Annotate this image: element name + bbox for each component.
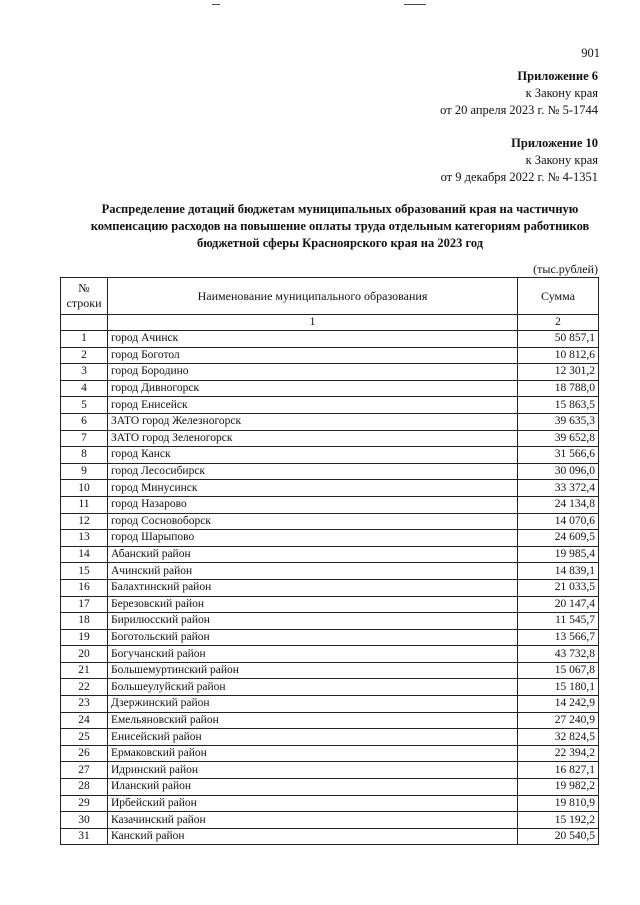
row-sum: 43 732,8 [518, 646, 599, 663]
annex-10-block [441, 135, 598, 186]
column-index-2: 2 [518, 315, 599, 331]
table-row [61, 712, 599, 729]
table-row [61, 397, 599, 414]
row-number: 23 [61, 696, 108, 713]
table-row [61, 812, 599, 829]
table-row [61, 679, 599, 696]
row-number: 30 [61, 812, 108, 829]
row-number: 9 [61, 463, 108, 480]
row-sum: 15 863,5 [518, 397, 599, 414]
row-sum: 12 301,2 [518, 364, 599, 381]
table-row [61, 364, 599, 381]
row-number: 2 [61, 347, 108, 364]
table-row [61, 795, 599, 812]
row-sum: 33 372,4 [518, 480, 599, 497]
row-sum: 11 545,7 [518, 613, 599, 630]
table-row [61, 696, 599, 713]
table-row [61, 380, 599, 397]
row-sum: 14 839,1 [518, 563, 599, 580]
row-name: Богучанский район [108, 646, 518, 663]
header-sum: Сумма [518, 278, 599, 315]
row-sum: 10 812,6 [518, 347, 599, 364]
annex-6-line2: от 20 апреля 2023 г. № 5-1744 [440, 103, 598, 117]
table-row [61, 662, 599, 679]
annex-6-block [440, 68, 598, 119]
table-row [61, 496, 599, 513]
row-name: город Канск [108, 447, 518, 464]
row-number: 10 [61, 480, 108, 497]
row-sum: 18 788,0 [518, 380, 599, 397]
row-number: 27 [61, 762, 108, 779]
header-number-sign: № [78, 281, 90, 295]
document-title [60, 201, 620, 252]
row-sum: 19 810,9 [518, 795, 599, 812]
table-body [61, 331, 599, 845]
row-sum: 19 985,4 [518, 546, 599, 563]
row-sum: 14 242,9 [518, 696, 599, 713]
row-sum: 50 857,1 [518, 331, 599, 348]
row-name: Казачинский район [108, 812, 518, 829]
table-row [61, 629, 599, 646]
row-number: 4 [61, 380, 108, 397]
row-name: город Боготол [108, 347, 518, 364]
header-row-number [61, 278, 108, 315]
table-row [61, 530, 599, 547]
row-sum: 20 540,5 [518, 828, 599, 845]
row-sum: 24 134,8 [518, 496, 599, 513]
budget-table [60, 277, 599, 845]
row-number: 21 [61, 662, 108, 679]
row-number: 11 [61, 496, 108, 513]
annex-10-line2: от 9 декабря 2022 г. № 4-1351 [440, 170, 598, 184]
row-name: Ачинский район [108, 563, 518, 580]
row-number: 18 [61, 613, 108, 630]
table-row [61, 646, 599, 663]
annex-10-title: Приложение 10 [511, 136, 598, 150]
row-sum: 39 635,3 [518, 413, 599, 430]
table-row [61, 430, 599, 447]
table-row [61, 745, 599, 762]
row-number: 17 [61, 596, 108, 613]
row-number: 24 [61, 712, 108, 729]
row-sum: 39 652,8 [518, 430, 599, 447]
row-name: Боготольский район [108, 629, 518, 646]
table-row [61, 596, 599, 613]
row-name: город Сосновоборск [108, 513, 518, 530]
table-row [61, 447, 599, 464]
table-row [61, 331, 599, 348]
row-name: город Минусинск [108, 480, 518, 497]
row-number: 3 [61, 364, 108, 381]
row-name: Ермаковский район [108, 745, 518, 762]
scan-artifact-line-right [404, 4, 426, 5]
column-index-row [61, 315, 599, 331]
row-number: 7 [61, 430, 108, 447]
table-row [61, 347, 599, 364]
row-sum: 31 566,6 [518, 447, 599, 464]
column-index-empty [61, 315, 108, 331]
row-name: Бирилюсский район [108, 613, 518, 630]
row-sum: 27 240,9 [518, 712, 599, 729]
row-sum: 19 982,2 [518, 779, 599, 796]
row-name: город Лесосибирск [108, 463, 518, 480]
table-row [61, 729, 599, 746]
row-number: 1 [61, 331, 108, 348]
row-name: Балахтинский район [108, 579, 518, 596]
table-row [61, 513, 599, 530]
row-name: Абанский район [108, 546, 518, 563]
table-row [61, 563, 599, 580]
row-sum: 32 824,5 [518, 729, 599, 746]
row-number: 20 [61, 646, 108, 663]
document-title-line1: Распределение дотаций бюджетам муниципальных образований края на частичную [101, 202, 579, 216]
row-number: 29 [61, 795, 108, 812]
table-header-row [61, 278, 599, 315]
row-sum: 14 070,6 [518, 513, 599, 530]
row-sum: 15 180,1 [518, 679, 599, 696]
annex-10-line1: к Закону края [525, 153, 598, 167]
table-row [61, 779, 599, 796]
row-number: 6 [61, 413, 108, 430]
row-name: город Назарово [108, 496, 518, 513]
row-name: Иланский район [108, 779, 518, 796]
row-number: 14 [61, 546, 108, 563]
row-number: 25 [61, 729, 108, 746]
row-sum: 30 096,0 [518, 463, 599, 480]
table-row [61, 762, 599, 779]
table-row [61, 613, 599, 630]
scan-artifact-line-left [212, 4, 220, 5]
row-name: ЗАТО город Зеленогорск [108, 430, 518, 447]
row-name: Емельяновский район [108, 712, 518, 729]
table-row [61, 413, 599, 430]
table-row [61, 546, 599, 563]
row-number: 19 [61, 629, 108, 646]
table-row [61, 480, 599, 497]
row-sum: 15 192,2 [518, 812, 599, 829]
row-name: Дзержинский район [108, 696, 518, 713]
table-row [61, 463, 599, 480]
row-number: 22 [61, 679, 108, 696]
document-title-line2: компенсацию расходов на повышение оплаты труда отдельным категориям работников [90, 219, 590, 233]
row-name: Березовский район [108, 596, 518, 613]
document-title-line3: бюджетной сферы Красноярского края на 2023 год [196, 236, 484, 250]
page-number: 901 [581, 46, 600, 60]
table-row [61, 579, 599, 596]
row-sum: 16 827,1 [518, 762, 599, 779]
row-sum: 21 033,5 [518, 579, 599, 596]
row-name: город Енисейск [108, 397, 518, 414]
row-name: город Бородино [108, 364, 518, 381]
row-number: 16 [61, 579, 108, 596]
row-number: 8 [61, 447, 108, 464]
row-number: 28 [61, 779, 108, 796]
row-number: 15 [61, 563, 108, 580]
row-name: Ирбейский район [108, 795, 518, 812]
annex-6-title: Приложение 6 [517, 69, 598, 83]
row-number: 13 [61, 530, 108, 547]
header-name: Наименование муниципального образования [108, 278, 518, 315]
units-label: (тыс.рублей) [533, 262, 598, 276]
row-name: ЗАТО город Железногорск [108, 413, 518, 430]
row-number: 26 [61, 745, 108, 762]
row-name: Канский район [108, 828, 518, 845]
row-number: 31 [61, 828, 108, 845]
row-name: город Дивногорск [108, 380, 518, 397]
row-sum: 15 067,8 [518, 662, 599, 679]
row-number: 5 [61, 397, 108, 414]
row-name: город Ачинск [108, 331, 518, 348]
row-number: 12 [61, 513, 108, 530]
row-name: Большемуртинский район [108, 662, 518, 679]
row-sum: 20 147,4 [518, 596, 599, 613]
table-row [61, 828, 599, 845]
header-row-label: строки [66, 296, 102, 310]
row-name: Идринский район [108, 762, 518, 779]
column-index-1: 1 [108, 315, 518, 331]
row-sum: 13 566,7 [518, 629, 599, 646]
row-name: Енисейский район [108, 729, 518, 746]
row-name: Большеулуйский район [108, 679, 518, 696]
row-sum: 24 609,5 [518, 530, 599, 547]
annex-6-line1: к Закону края [525, 86, 598, 100]
row-name: город Шарыпово [108, 530, 518, 547]
row-sum: 22 394,2 [518, 745, 599, 762]
